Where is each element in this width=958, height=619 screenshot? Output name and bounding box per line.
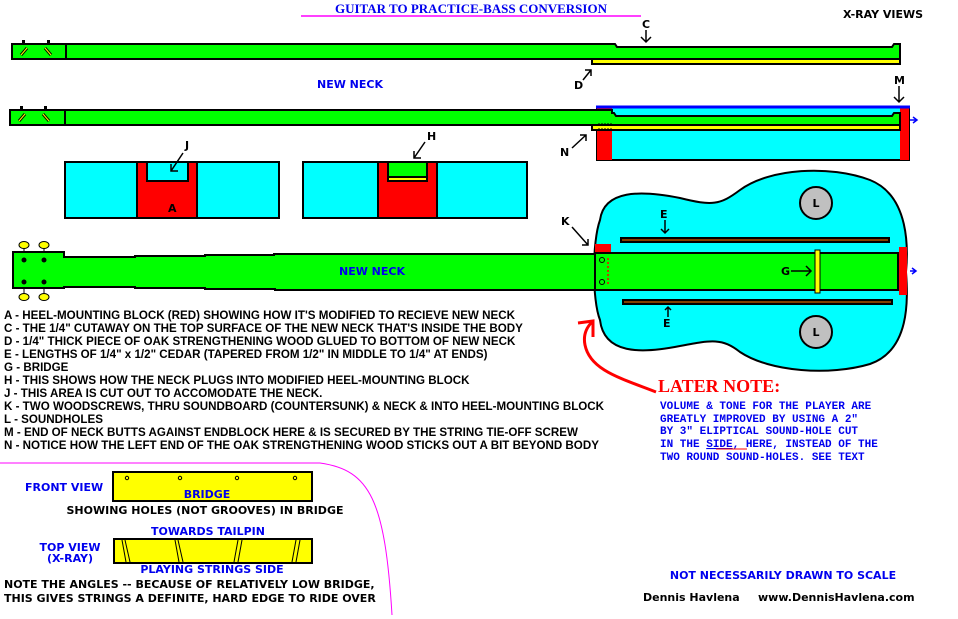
page-title: GUITAR TO PRACTICE-BASS CONVERSION <box>335 1 607 16</box>
angle-note-line: THIS GIVES STRINGS A DEFINITE, HARD EDGE TO RIDE OVER <box>4 592 376 605</box>
label-k: K <box>561 215 570 228</box>
top-view-label: TOP VIEW <box>39 541 101 554</box>
later-note-line: BY 3" ELIPTICAL SOUND-HOLE CUT <box>660 426 859 438</box>
label-h: H <box>427 130 437 143</box>
label-l-upper: L <box>812 197 820 210</box>
bridge-top-view <box>114 539 312 563</box>
playing-side-label: PLAYING STRINGS SIDE <box>140 563 284 576</box>
arrow-m-icon <box>894 86 904 102</box>
later-note-line: VOLUME & TONE FOR THE PLAYER ARE <box>660 401 872 413</box>
later-note-line: IN THE SIDE, HERE, INSTEAD OF THE <box>660 439 878 451</box>
legend-item: L - SOUNDHOLES <box>4 413 103 426</box>
legend-item: K - TWO WOODSCREWS, THRU SOUNDBOARD (COUNTERSUNK) & NECK & INTO HEEL-MOUNTING BLOCK <box>4 400 605 413</box>
legend-item: J - THIS AREA IS CUT OUT TO ACCOMODATE THE NECK. <box>4 387 323 400</box>
legend-item: E - LENGTHS OF 1/4" x 1/2" CEDAR (TAPERED FROM 1/2" IN MIDDLE TO 1/4" AT ENDS) <box>4 348 488 361</box>
xray-label: (X-RAY) <box>46 552 94 565</box>
legend-item: G - BRIDGE <box>4 361 69 374</box>
bridge <box>815 250 820 293</box>
holes-caption: SHOWING HOLES (NOT GROOVES) IN BRIDGE <box>66 504 344 517</box>
arrow-h-icon <box>414 142 425 158</box>
angle-note-line: NOTE THE ANGLES -- BECAUSE OF RELATIVELY LOW BRIDGE, <box>4 578 375 591</box>
label-j: J <box>185 139 190 152</box>
label-l-lower: L <box>812 326 820 339</box>
arrow-n-icon <box>572 135 586 148</box>
legend-item: A - HEEL-MOUNTING BLOCK (RED) SHOWING HOW IT'S MODIFIED TO RECIEVE NEW NECK <box>4 309 515 322</box>
author: Dennis Havlena <box>643 591 740 604</box>
label-e-lower: E <box>663 317 671 330</box>
neck-in-body-side-view <box>10 106 917 160</box>
arrow-d-icon <box>583 70 591 80</box>
legend-item: H - THIS SHOWS HOW THE NECK PLUGS INTO MODIFIED HEEL-MOUNTING BLOCK <box>4 374 470 387</box>
scale-note: NOT NECESSARILY DRAWN TO SCALE <box>669 569 897 582</box>
front-view-label: FRONT VIEW <box>25 481 104 494</box>
label-n: N <box>560 146 570 159</box>
tie-off-screw-icon <box>910 117 917 123</box>
legend-item: M - END OF NECK BUTTS AGAINST ENDBLOCK HERE & IS SECURED BY THE STRING TIE-OFF SCREW <box>4 426 578 439</box>
cedar-brace-lower <box>623 300 892 304</box>
arrow-k-icon <box>572 227 588 245</box>
new-neck-label-2: NEW NECK <box>339 265 405 278</box>
new-neck-label-1: NEW NECK <box>317 78 383 91</box>
legend-item: N - NOTICE HOW THE LEFT END OF THE OAK STRENGTHENING WOOD STICKS OUT A BIT BEYOND BODY <box>4 439 599 452</box>
arrow-c-icon <box>641 30 651 42</box>
website-link[interactable]: www.DennisHavlena.com <box>758 591 915 604</box>
later-note-heading: LATER NOTE: <box>658 376 781 396</box>
legend-item: D - 1/4" THICK PIECE OF OAK STRENGTHENING WOOD GLUED TO BOTTOM OF NEW NECK <box>4 335 516 348</box>
tie-off-screw-icon <box>910 268 916 274</box>
legend <box>4 309 605 452</box>
label-a: A <box>168 202 177 215</box>
label-e-upper: E <box>660 208 668 221</box>
xray-views-label: X-RAY VIEWS <box>843 8 924 21</box>
later-note-line: TWO ROUND SOUND-HOLES. SEE TEXT <box>660 452 865 464</box>
heel-block-plug-view <box>303 162 527 218</box>
label-g: G <box>781 265 791 278</box>
cedar-brace-upper <box>621 238 889 242</box>
label-c: C <box>642 18 651 31</box>
neck-body <box>12 44 900 59</box>
bridge-label: BRIDGE <box>183 488 231 501</box>
towards-tailpin-label: TOWARDS TAILPIN <box>151 525 265 538</box>
bridge-detail <box>4 472 376 605</box>
later-note-line: GREATLY IMPROVED BY USING A 2" <box>660 414 859 426</box>
end-block <box>899 247 907 295</box>
label-m: M <box>894 74 905 87</box>
neck-side-view <box>12 40 900 64</box>
legend-item: C - THE 1/4" CUTAWAY ON THE TOP SURFACE OF THE NEW NECK THAT'S INSIDE THE BODY <box>4 322 523 335</box>
later-note <box>658 376 878 464</box>
label-d: D <box>574 79 584 92</box>
